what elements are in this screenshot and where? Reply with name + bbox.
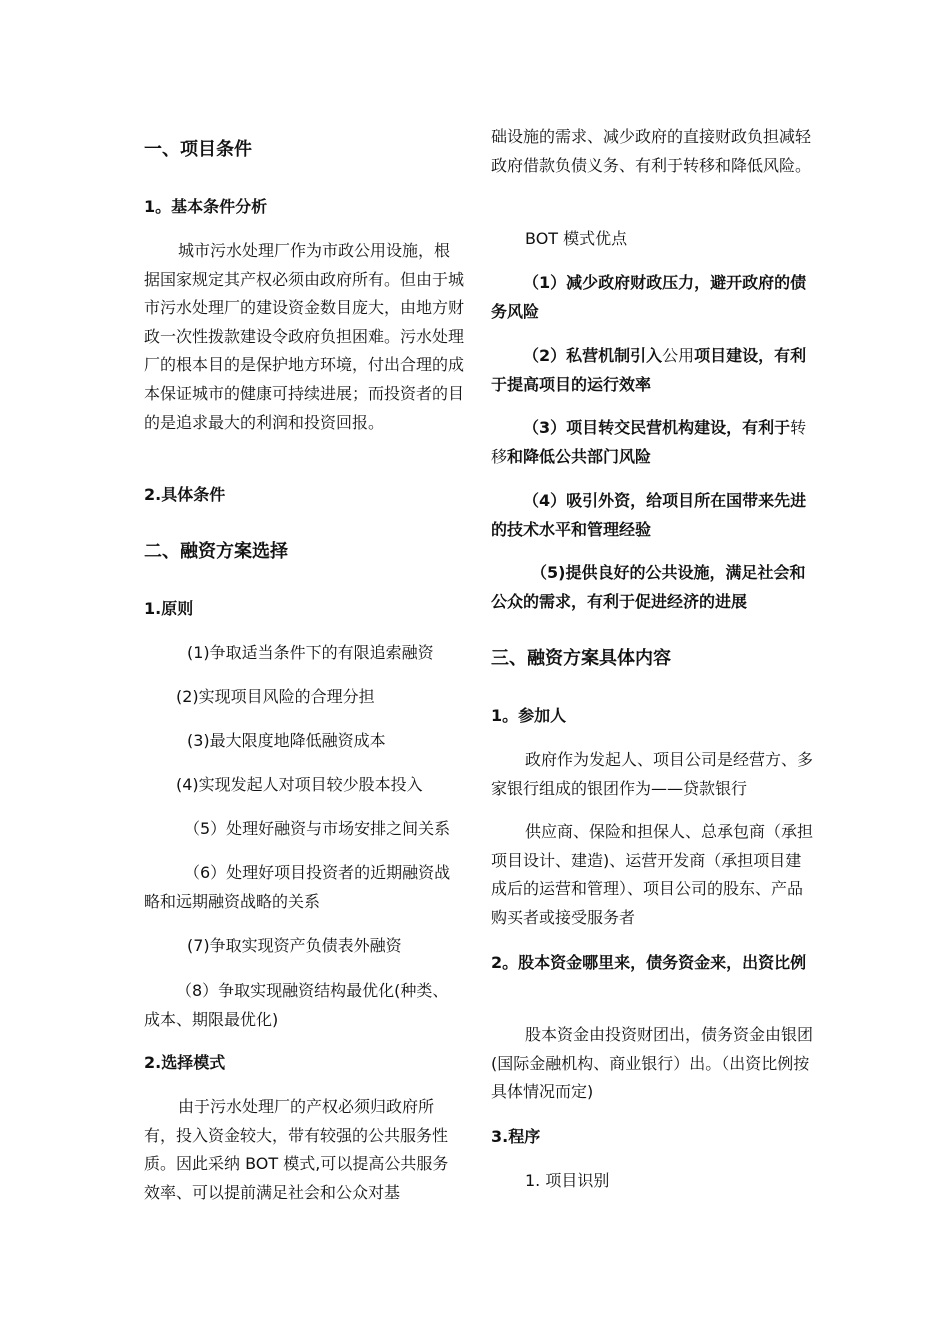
bot-advantage-text: 转移: [491, 418, 807, 466]
subheading-capital-sources: 2。股本资金哪里来，债务资金来，出资比例: [491, 953, 807, 972]
paragraph-participants: 供应商、保险和担保人、总承包商（承担项目设计、建造)、运营开发商（承担项目建成后的运营和管理）、项目公司的股东、产品购买者或接受服务者: [491, 822, 814, 927]
paragraph-basic-analysis: 城市污水处理厂作为市政公用设施，根据国家规定其产权必须由政府所有。但由于城市污水处理厂的建设资金数目庞大，由地方财政一次性拨款建设令政府负担困难。污水处理厂的根本目的是保护地方环境，付出合理的成本保证城市的健康可持续进展；而投资者的目的是追求最大的利润和投资回报。: [144, 241, 465, 432]
bot-advantage-text: （3）项目转交民营机构建设，有利于: [523, 418, 791, 437]
principle-item: （8）争取实现融资结构最优化(种类、成本、期限最优化): [144, 981, 449, 1029]
paragraph-participants: 政府作为发起人、项目公司是经营方、多家银行组成的银团作为——贷款银行: [491, 750, 814, 798]
bot-advantage-item: （1）减少政府财政压力，避开政府的债务风险: [491, 273, 807, 321]
section-heading-financing-choice: 二、融资方案选择: [144, 541, 288, 562]
section-heading-financing-content: 三、融资方案具体内容: [491, 648, 671, 669]
subheading-select-mode: 2.选择模式: [144, 1053, 226, 1072]
bot-advantage-item: [491, 414, 813, 471]
principle-item: (2)实现项目风险的合理分担: [176, 687, 375, 706]
subheading-procedure: 3.程序: [491, 1127, 541, 1146]
subheading-principles: 1.原则: [144, 599, 194, 618]
principle-item: (7)争取实现资产负债表外融资: [187, 936, 402, 955]
principle-item: (1)争取适当条件下的有限追索融资: [187, 643, 434, 662]
subheading-participants: 1。参加人: [491, 706, 567, 725]
subheading-basic-analysis: 1。基本条件分析: [144, 197, 268, 216]
paragraph-select-mode-continued: 础设施的需求、减少政府的直接财政负担减轻政府借款负债义务、有利于转移和降低风险。: [491, 127, 812, 175]
bot-advantage-text: 公用: [662, 346, 695, 365]
bot-advantage-text: （2）私营机制引入: [523, 346, 663, 365]
principle-item: （6）处理好项目投资者的近期融资战略和远期融资战略的关系: [144, 863, 451, 911]
principle-item: (3)最大限度地降低融资成本: [187, 731, 386, 750]
bot-advantage-item: （5)提供良好的公共设施，满足社会和公众的需求，有利于促进经济的进展: [491, 563, 806, 611]
section-heading-conditions: 一、项目条件: [144, 139, 252, 160]
procedure-step: 1. 项目识别: [525, 1171, 610, 1190]
principle-item: （5）处理好融资与市场安排之间关系: [184, 819, 451, 838]
principle-item: (4)实现发起人对项目较少股本投入: [176, 775, 423, 794]
bot-advantage-text: 和降低公共部门风险: [507, 446, 652, 466]
paragraph-select-mode: 由于污水处理厂的产权必须归政府所有，投入资金较大，带有较强的公共服务性质。因此采纳 BOT 模式,可以提高公共服务效率、可以提前满足社会和公众对基: [144, 1097, 449, 1202]
bot-advantage-item: （4）吸引外资，给项目所在国带来先进的技术水平和管理经验: [491, 491, 807, 539]
subheading-specific-conditions: 2.具体条件: [144, 485, 226, 504]
bot-advantage-item: [491, 342, 813, 399]
paragraph-capital-sources: 股本资金由投资财团出，债务资金由银团(国际金融机构、商业银行）出。（出资比例按具体情况而定): [491, 1025, 814, 1102]
bot-advantages-title: BOT 模式优点: [525, 229, 628, 248]
bot-advantage-text: 项目建设，有利于提高项目的运行效率: [491, 346, 807, 394]
